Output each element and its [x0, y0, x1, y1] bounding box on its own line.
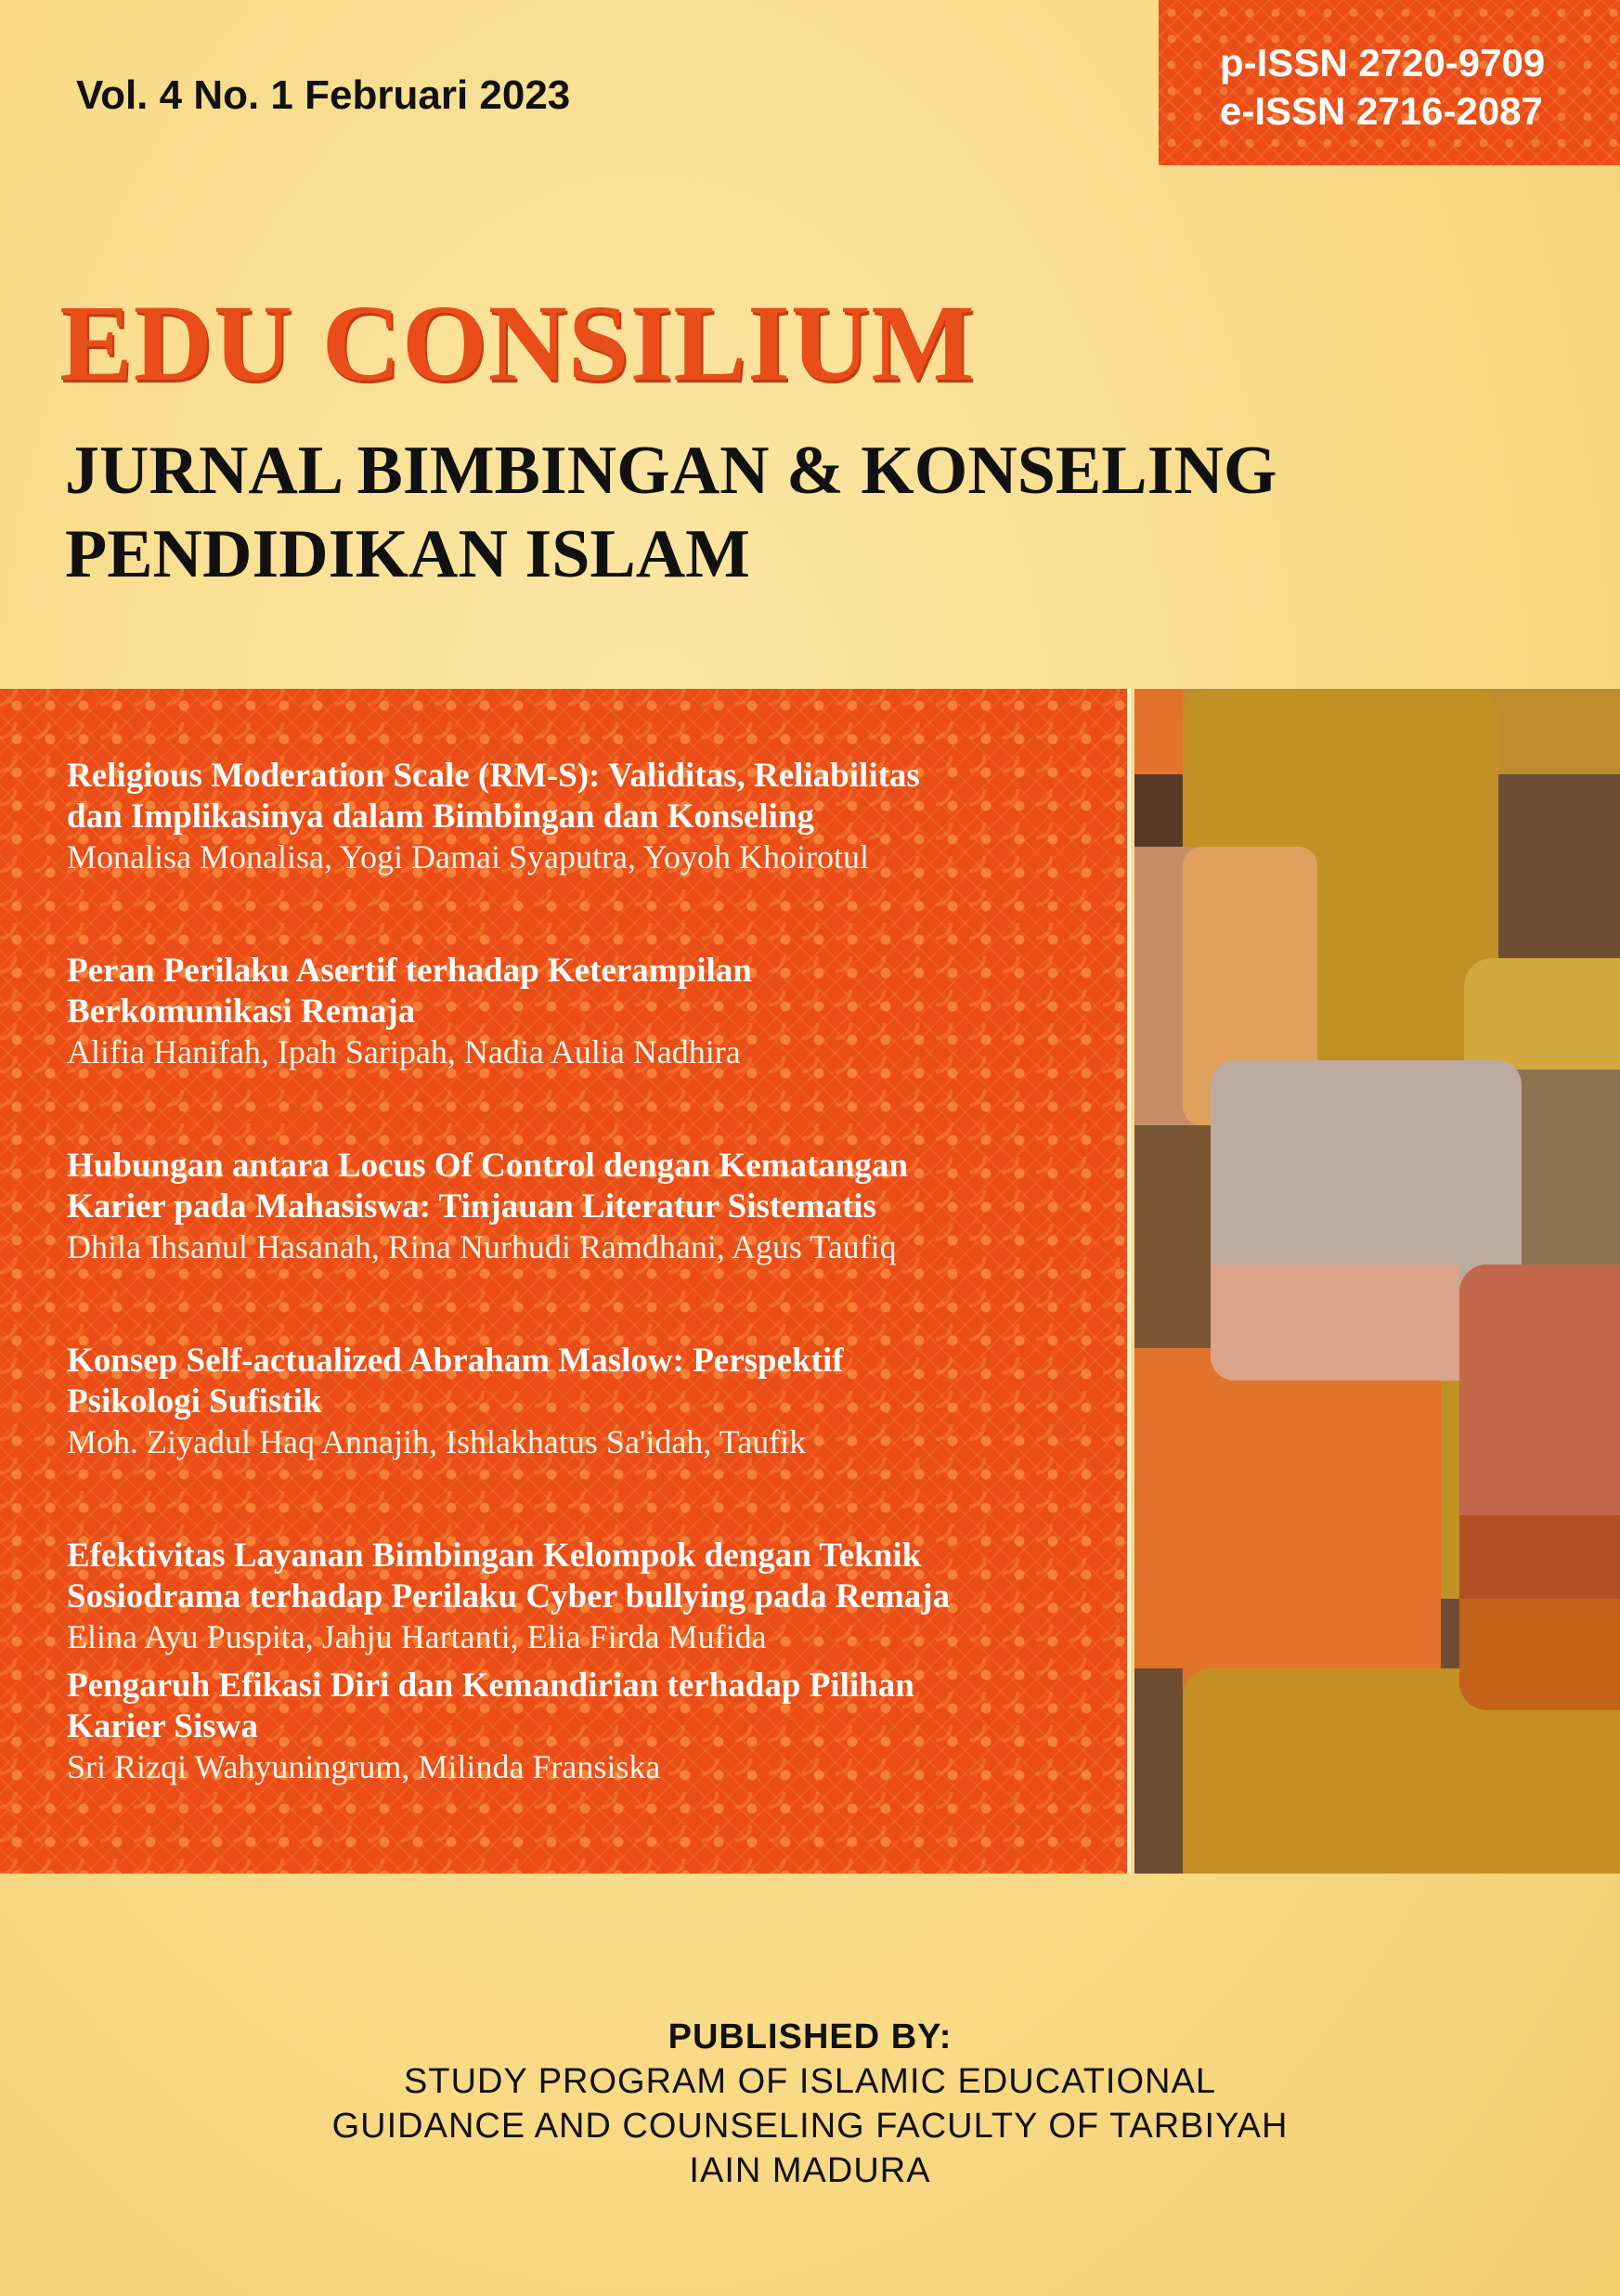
article-title: Religious Moderation Scale (RM-S): Validitas, Reliabilitas: [67, 757, 920, 795]
article-authors: Moh. Ziyadul Haq Annajih, Ishlakhatus Sa'idah, Taufik: [67, 1423, 807, 1460]
article-authors: Dhila Ihsanul Hasanah, Rina Nurhudi Ramdhani, Agus Taufiq: [67, 1228, 897, 1265]
article-title-cont: Psikologi Sufistik: [67, 1382, 322, 1420]
article-authors: Elina Ayu Puspita, Jahju Hartanti, Elia Firda Mufida: [67, 1618, 767, 1655]
article-title-cont: Karier Siswa: [67, 1707, 258, 1745]
article-item: [67, 1666, 914, 1786]
article-title: Peran Perilaku Asertif terhadap Keterampilan: [67, 952, 752, 990]
article-title: Pengaruh Efikasi Diri dan Kemandirian terhadap Pilihan: [67, 1667, 914, 1705]
journal-title: EDU CONSILIUM: [59, 282, 976, 404]
subtitle-line-1: JURNAL BIMBINGAN & KONSELING: [65, 433, 1277, 509]
e-issn: e-ISSN 2716-2087: [1220, 89, 1543, 133]
article-title: Efektivitas Layanan Bimbingan Kelompok dengan Teknik: [67, 1537, 922, 1575]
article-item: [67, 1341, 844, 1461]
publisher-heading: PUBLISHED BY:: [667, 2017, 953, 2056]
content-band: [0, 689, 1620, 1874]
publisher-line-3: IAIN MADURA: [689, 2151, 931, 2190]
article-title: Hubungan antara Locus Of Control dengan Kematangan: [67, 1147, 908, 1185]
article-title-cont: Sosiodrama terhadap Perilaku Cyber bullying pada Remaja: [67, 1577, 951, 1615]
article-item: [67, 756, 920, 876]
journal-subtitle: [65, 429, 1277, 596]
article-title: Konsep Self-actualized Abraham Maslow: Perspektif: [67, 1342, 844, 1380]
publisher-info: [0, 2015, 1620, 2193]
p-issn: p-ISSN 2720-9709: [1220, 41, 1546, 84]
article-title-cont: Karier pada Mahasiswa: Tinjauan Literatur Sistematis: [67, 1187, 876, 1226]
article-authors: Monalisa Monalisa, Yogi Damai Syaputra, Yoyoh Khoirotul: [67, 838, 869, 876]
decorative-squares: [1134, 689, 1620, 1874]
article-title-cont: Berkomunikasi Remaja: [67, 992, 416, 1031]
article-title-cont: dan Implikasinya dalam Bimbingan dan Konseling: [67, 798, 815, 836]
subtitle-line-2: PENDIDIKAN ISLAM: [65, 516, 751, 592]
article-list: [0, 689, 1131, 1874]
article-authors: Sri Rizqi Wahyuningrum, Milinda Fransiska: [67, 1748, 661, 1785]
publisher-line-1: STUDY PROGRAM OF ISLAMIC EDUCATIONAL: [404, 2062, 1216, 2101]
volume-info: Vol. 4 No. 1 Februari 2023: [76, 72, 571, 118]
publisher-line-2: GUIDANCE AND COUNSELING FACULTY OF TARBIYAH: [331, 2107, 1289, 2146]
article-item: [67, 951, 752, 1071]
article-item: [67, 1146, 908, 1266]
issn-box: [1159, 0, 1620, 165]
article-item: [67, 1536, 950, 1656]
article-authors: Alifia Hanifah, Ipah Saripah, Nadia Aulia Nadhira: [67, 1033, 741, 1070]
